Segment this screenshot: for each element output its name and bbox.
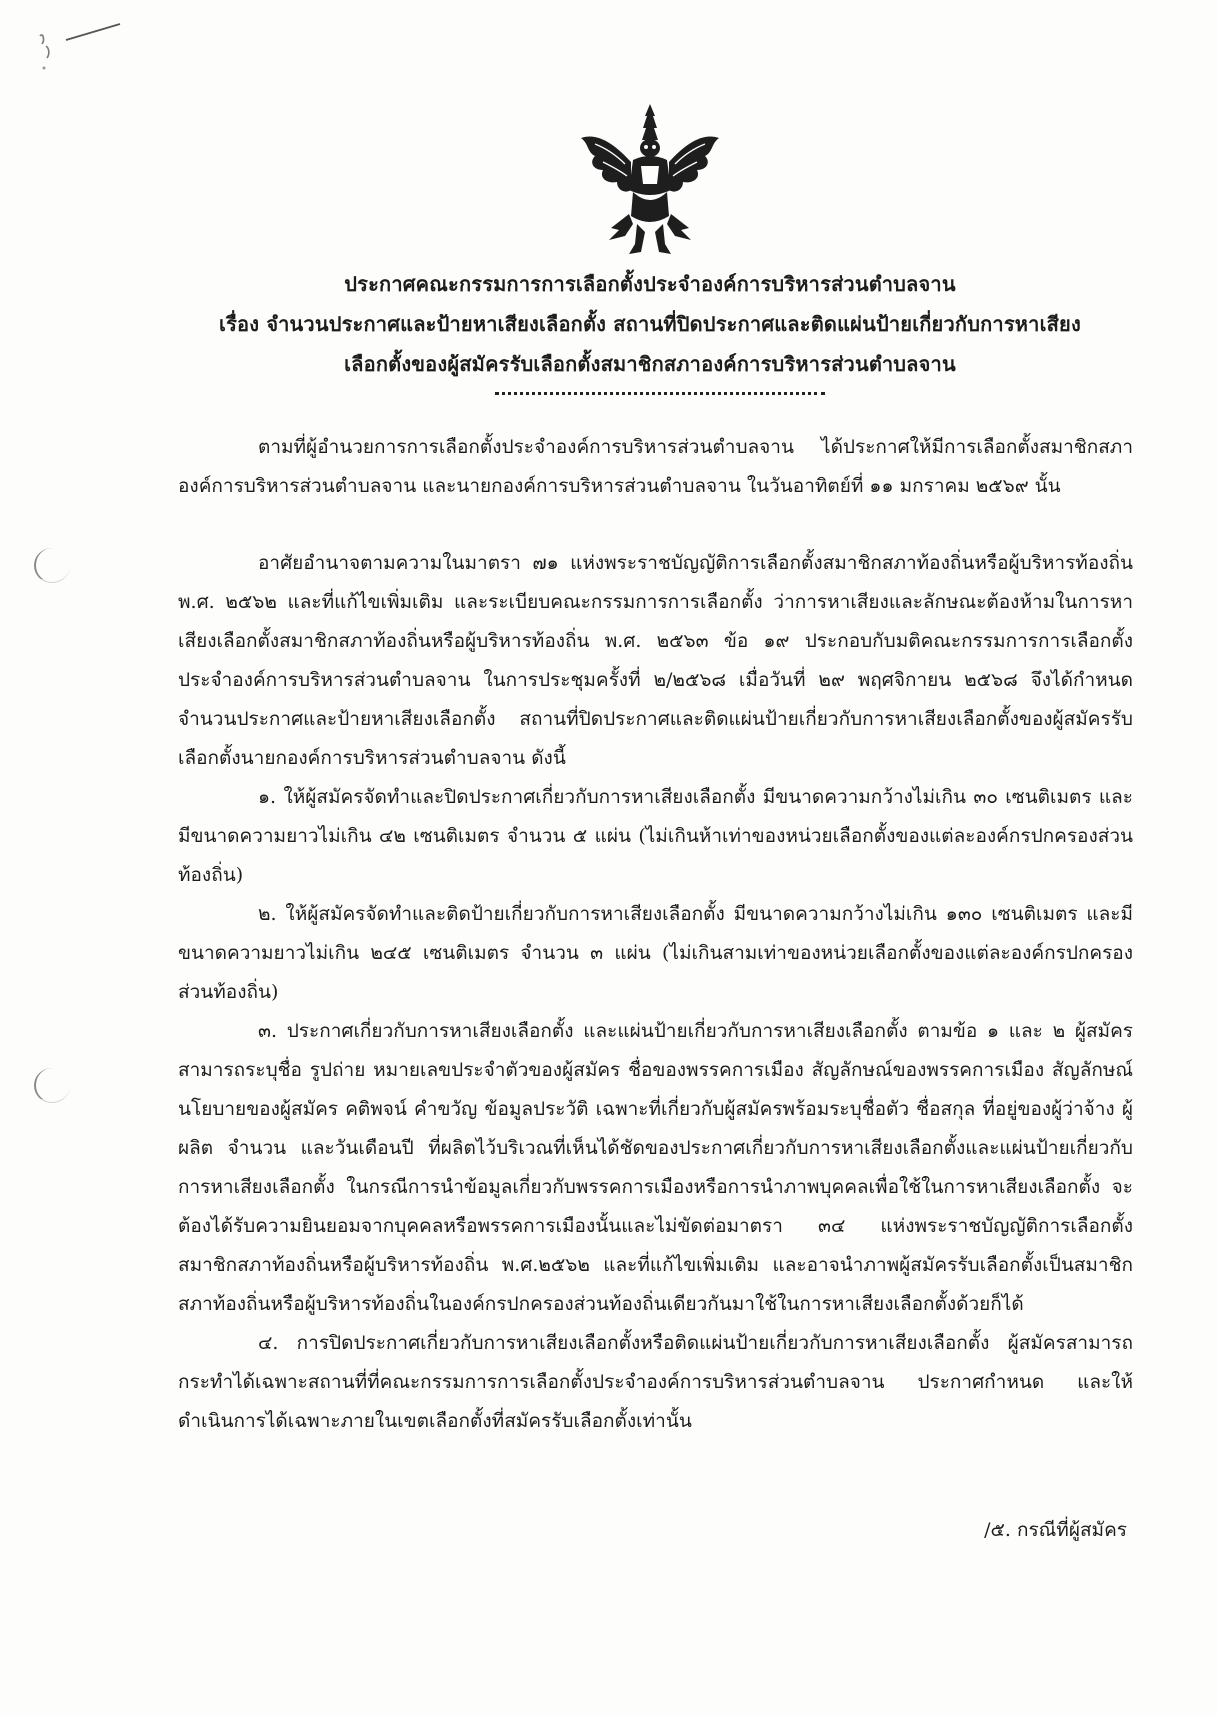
paragraph-intro: ตามที่ผู้อำนวยการการเลือกตั้งประจำองค์การบริหารส่วนตำบลจาน ได้ประกาศให้มีการเลือกตั้งสมาชิกสภาองค์การบริหารส่วนตำบลจาน และนายกองค์การบริหารส่วนตำบลจาน ในวันอาทิตย์ที่ ๑๑ มกราคม ๒๕๖๙ นั้น [178,436,1133,497]
heading-subject-cont: เลือกตั้งของผู้สมัครรับเลือกตั้งสมาชิกสภาองค์การบริหารส่วนตำบลจาน [344,352,956,376]
garuda-emblem-icon [575,104,725,256]
dotted-separator [495,388,825,395]
continuation-note: /๕. กรณีที่ผู้สมัคร [984,1519,1127,1541]
punch-hole-bottom [34,1068,70,1103]
announcement-body [178,428,1133,1441]
paragraph-authority: อาศัยอำนาจตามความในมาตรา ๗๑ แห่งพระราชบัญญัติการเลือกตั้งสมาชิกสภาท้องถิ่นหรือผู้บริหารท้องถิ่น พ.ศ. ๒๕๖๒ และที่แก้ไขเพิ่มเติม และระเบียบคณะกรรมการการเลือกตั้ง ว่าการหาเสียงและลักษณะต้องห้ามในการหาเสียงเลือกตั้งสมาชิกสภาท้องถิ่นหรือผู้บริหารท้องถิ่น พ.ศ. ๒๕๖๓ ข้อ ๑๙ ประกอบกับมติคณะกรรมการการเลือกตั้งประจำองค์การบริหารส่วนตำบลจาน ในการประชุมครั้งที่ ๒/๒๕๖๘ เมื่อวันที่ ๒๙ พฤศจิกายน ๒๕๖๘ จึงได้กำหนดจำนวนประกาศและป้ายหาเสียงเลือกตั้ง สถานที่ปิดประกาศและติดแผ่นป้ายเกี่ยวกับการหาเสียงเลือกตั้งของผู้สมัครรับเลือกตั้งนายกองค์การบริหารส่วนตำบลจาน ดังนี้ [178,552,1133,769]
pen-mark-icon [36,18,126,78]
clause-1: ๑. ให้ผู้สมัครจัดทำและปิดประกาศเกี่ยวกับการหาเสียงเลือกตั้ง มีขนาดความกว้างไม่เกิน ๓๐ เซนติเมตร และมีขนาดความยาวไม่เกิน ๔๒ เซนติเมตร จำนวน ๕ แผ่น (ไม่เกินห้าเท่าของหน่วยเลือกตั้งของแต่ละองค์กรปกครองส่วนท้องถิ่น) [178,786,1133,886]
punch-hole-top [34,548,70,583]
announcement-heading [170,264,1130,384]
clause-2: ๒. ให้ผู้สมัครจัดทำและติดป้ายเกี่ยวกับการหาเสียงเลือกตั้ง มีขนาดความกว้างไม่เกิน ๑๓๐ เซนติเมตร และมีขนาดความยาวไม่เกิน ๒๔๕ เซนติเมตร จำนวน ๓ แผ่น (ไม่เกินสามเท่าของหน่วยเลือกตั้งของแต่ละองค์กรปกครองส่วนท้องถิ่น) [178,903,1133,1003]
heading-subject: เรื่อง จำนวนประกาศและป้ายหาเสียงเลือกตั้ง สถานที่ปิดประกาศและติดแผ่นป้ายเกี่ยวกับการหาเสียง [219,312,1081,336]
heading-title: ประกาศคณะกรรมการการเลือกตั้งประจำองค์การบริหารส่วนตำบลจาน [344,272,956,296]
clause-4: ๔. การปิดประกาศเกี่ยวกับการหาเสียงเลือกตั้งหรือติดแผ่นป้ายเกี่ยวกับการหาเสียงเลือกตั้ง ผู้สมัครสามารถกระทำได้เฉพาะสถานที่ที่คณะกรรมการการเลือกตั้งประจำองค์การบริหารส่วนตำบลจาน ประกาศกำหนด และให้ดำเนินการได้เฉพาะภายในเขตเลือกตั้งที่สมัครรับเลือกตั้งเท่านั้น [178,1332,1133,1432]
clause-3: ๓. ประกาศเกี่ยวกับการหาเสียงเลือกตั้ง และแผ่นป้ายเกี่ยวกับการหาเสียงเลือกตั้ง ตามข้อ ๑ และ ๒ ผู้สมัครสามารถระบุชื่อ รูปถ่าย หมายเลขประจำตัวของผู้สมัคร ชื่อของพรรคการเมือง สัญลักษณ์ของพรรคการเมือง สัญลักษณ์ นโยบายของผู้สมัคร คติพจน์ คำขวัญ ข้อมูลประวัติ เฉพาะที่เกี่ยวกับผู้สมัครพร้อมระบุชื่อตัว ชื่อสกุล ที่อยู่ของผู้ว่าจ้าง ผู้ผลิต จำนวน และวันเดือนปี ที่ผลิตไว้บริเวณที่เห็นได้ชัดของประกาศเกี่ยวกับการหาเสียงเลือกตั้งและแผ่นป้ายเกี่ยวกับการหาเสียงเลือกตั้ง ในกรณีการนำข้อมูลเกี่ยวกับพรรคการเมืองหรือการนำภาพบุคคลเพื่อใช้ในการหาเสียงเลือกตั้ง จะต้องได้รับความยินยอมจากบุคคลหรือพรรคการเมืองนั้นและไม่ขัดต่อมาตรา ๓๔ แห่งพระราชบัญญัติการเลือกตั้งสมาชิกสภาท้องถิ่นหรือผู้บริหารท้องถิ่น พ.ศ.๒๕๖๒ และที่แก้ไขเพิ่มเติม และอาจนำภาพผู้สมัครรับเลือกตั้งเป็นสมาชิกสภาท้องถิ่นหรือผู้บริหารท้องถิ่นในองค์กรปกครองส่วนท้องถิ่นเดียวกันมาใช้ในการหาเสียงเลือกตั้งด้วยก็ได้ [178,1020,1133,1315]
